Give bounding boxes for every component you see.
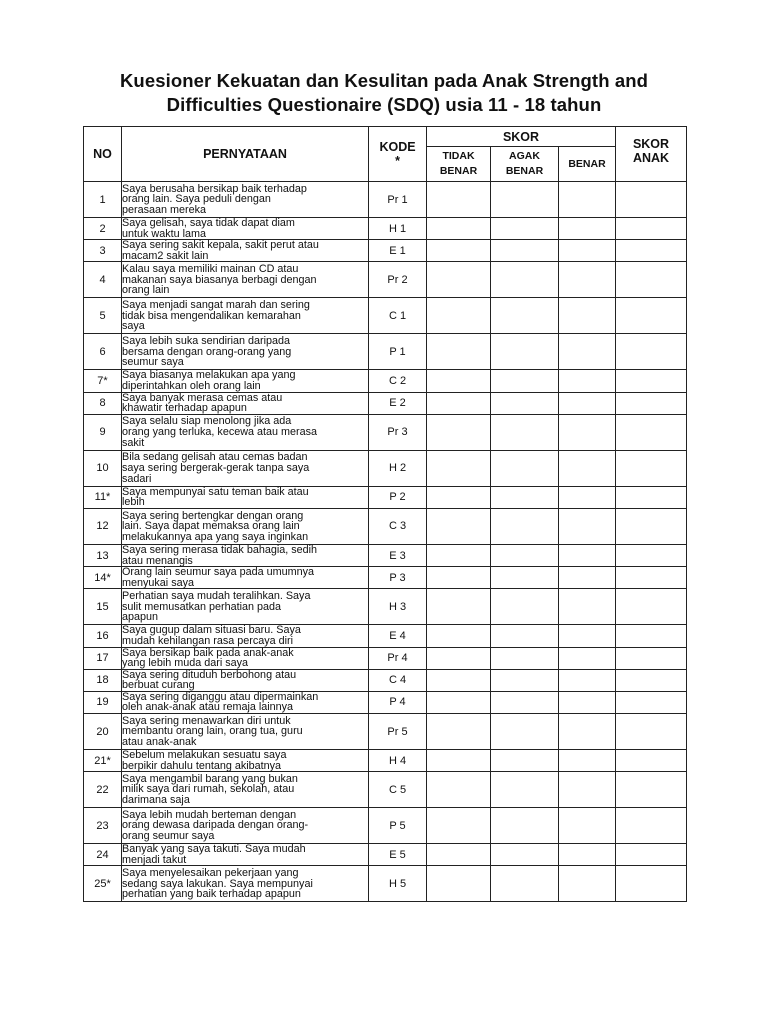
score-agak-benar-cell[interactable] — [491, 414, 559, 450]
score-tidak-benar-cell[interactable] — [427, 370, 491, 392]
row-number: 4 — [84, 262, 122, 298]
table-row — [84, 450, 687, 486]
header-benar: BENAR — [559, 147, 616, 182]
row-number: 15 — [84, 589, 122, 625]
statement-line: bersama dengan orang-orang yang — [122, 345, 292, 358]
statement-line: oleh anak-anak atau remaja lainnya — [122, 701, 294, 714]
statement-line: perasaan mereka — [122, 203, 207, 216]
statement-line: saya sering bergerak-gerak tanpa saya — [122, 461, 310, 474]
row-kode: C 2 — [369, 370, 427, 392]
row-statement — [122, 567, 369, 589]
row-statement — [122, 647, 369, 669]
skor-anak-cell[interactable] — [616, 414, 687, 450]
table-row — [84, 750, 687, 772]
row-kode: C 1 — [369, 298, 427, 334]
score-benar-cell[interactable] — [559, 714, 616, 750]
skor-anak-cell[interactable] — [616, 334, 687, 370]
row-kode: C 5 — [369, 772, 427, 808]
statement-line: melakukannya apa yang saya inginkan — [122, 530, 309, 543]
row-kode: C 4 — [369, 669, 427, 691]
statement-line: seumur saya — [122, 356, 184, 369]
table-row — [84, 544, 687, 566]
score-benar-cell[interactable] — [559, 750, 616, 772]
row-kode: C 3 — [369, 508, 427, 544]
statement-line: Saya lebih mudah berteman dengan — [122, 808, 297, 821]
score-benar-cell[interactable] — [559, 691, 616, 713]
statement-line: orang dewasa daripada dengan orang- — [122, 819, 309, 832]
score-tidak-benar-cell[interactable] — [427, 866, 491, 902]
row-number: 13 — [84, 544, 122, 566]
row-kode: H 2 — [369, 450, 427, 486]
score-tidak-benar-cell[interactable] — [427, 772, 491, 808]
statement-line: lebih — [122, 496, 145, 509]
table-row — [84, 625, 687, 647]
row-statement — [122, 298, 369, 334]
header-tidak-benar-line-2: BENAR — [439, 165, 478, 177]
table-row — [84, 298, 687, 334]
table-row — [84, 240, 687, 262]
statement-line: menjadi takut — [122, 853, 187, 866]
statement-line: Saya sering diganggu atau dipermainkan — [122, 690, 319, 703]
score-benar-cell[interactable] — [559, 334, 616, 370]
row-number: 19 — [84, 691, 122, 713]
score-agak-benar-cell[interactable] — [491, 567, 559, 589]
header-tidak-benar-line-1: TIDAK — [442, 150, 475, 162]
row-statement — [122, 625, 369, 647]
skor-anak-cell[interactable] — [616, 298, 687, 334]
header-agak-benar — [491, 147, 559, 182]
skor-anak-cell[interactable] — [616, 392, 687, 414]
row-number: 23 — [84, 808, 122, 844]
row-number: 3 — [84, 240, 122, 262]
table-row — [84, 589, 687, 625]
statement-line: Saya sering merasa tidak bahagia, sedih — [122, 543, 318, 556]
sdq-questionnaire-table — [83, 126, 687, 902]
score-benar-cell[interactable] — [559, 808, 616, 844]
row-statement — [122, 544, 369, 566]
score-tidak-benar-cell[interactable] — [427, 647, 491, 669]
row-number: 22 — [84, 772, 122, 808]
row-number: 25* — [84, 866, 122, 902]
page-title — [40, 69, 728, 117]
score-agak-benar-cell[interactable] — [491, 262, 559, 298]
statement-line: macam2 sakit lain — [122, 249, 209, 262]
table-row — [84, 218, 687, 240]
statement-line: Saya sering bertengkar dengan orang — [122, 509, 304, 522]
statement-line: Saya sering dituduh berbohong atau — [122, 668, 297, 681]
skor-anak-cell[interactable] — [616, 647, 687, 669]
header-pernyataan: PERNYATAAN — [122, 127, 369, 182]
row-statement — [122, 334, 369, 370]
row-number: 8 — [84, 392, 122, 414]
statement-line: Saya mengambil barang yang bukan — [122, 772, 298, 785]
row-statement — [122, 508, 369, 544]
row-number: 20 — [84, 714, 122, 750]
table-row — [84, 182, 687, 218]
score-tidak-benar-cell[interactable] — [427, 844, 491, 866]
score-agak-benar-cell[interactable] — [491, 334, 559, 370]
header-tidak-benar — [427, 147, 491, 182]
row-kode: Pr 2 — [369, 262, 427, 298]
score-benar-cell[interactable] — [559, 647, 616, 669]
score-benar-cell[interactable] — [559, 772, 616, 808]
row-statement — [122, 218, 369, 240]
row-statement — [122, 866, 369, 902]
score-tidak-benar-cell[interactable] — [427, 218, 491, 240]
row-kode: P 5 — [369, 808, 427, 844]
score-agak-benar-cell[interactable] — [491, 544, 559, 566]
row-statement — [122, 240, 369, 262]
row-statement — [122, 486, 369, 508]
statement-line: khawatir terhadap apapun — [122, 402, 247, 415]
row-number: 11* — [84, 486, 122, 508]
row-number: 5 — [84, 298, 122, 334]
score-agak-benar-cell[interactable] — [491, 392, 559, 414]
skor-anak-cell[interactable] — [616, 625, 687, 647]
row-number: 7* — [84, 370, 122, 392]
statement-line: Saya berusaha bersikap baik terhadap — [122, 182, 307, 195]
score-tidak-benar-cell[interactable] — [427, 262, 491, 298]
score-benar-cell[interactable] — [559, 589, 616, 625]
statement-line: Saya banyak merasa cemas atau — [122, 391, 283, 404]
score-agak-benar-cell[interactable] — [491, 240, 559, 262]
statement-line: Saya gelisah, saya tidak dapat diam — [122, 217, 295, 229]
row-kode: E 5 — [369, 844, 427, 866]
score-benar-cell[interactable] — [559, 450, 616, 486]
score-agak-benar-cell[interactable] — [491, 808, 559, 844]
statement-line: Saya lebih suka sendirian daripada — [122, 334, 291, 347]
score-tidak-benar-cell[interactable] — [427, 240, 491, 262]
score-tidak-benar-cell[interactable] — [427, 567, 491, 589]
table-row — [84, 714, 687, 750]
statement-line: perhatian yang baik terhadap apapun — [122, 888, 301, 901]
row-kode: H 4 — [369, 750, 427, 772]
score-tidak-benar-cell[interactable] — [427, 589, 491, 625]
row-number: 21* — [84, 750, 122, 772]
skor-anak-cell[interactable] — [616, 589, 687, 625]
table-row — [84, 808, 687, 844]
statement-line: Saya bersikap baik pada anak-anak — [122, 646, 294, 659]
skor-anak-cell[interactable] — [616, 182, 687, 218]
statement-line: apapun — [122, 611, 159, 624]
score-benar-cell[interactable] — [559, 298, 616, 334]
score-tidak-benar-cell[interactable] — [427, 808, 491, 844]
sdq-table-body — [84, 182, 687, 902]
header-skor-anak-line-1: SKOR — [632, 137, 670, 151]
header-agak-benar-line-2: BENAR — [505, 165, 544, 177]
skor-anak-cell[interactable] — [616, 714, 687, 750]
row-kode: Pr 4 — [369, 647, 427, 669]
score-tidak-benar-cell[interactable] — [427, 486, 491, 508]
statement-line: Saya sering sakit kepala, sakit perut atau — [122, 239, 319, 252]
score-tidak-benar-cell[interactable] — [427, 450, 491, 486]
statement-line: orang lain. Saya peduli dengan — [122, 193, 271, 206]
statement-line: Saya biasanya melakukan apa yang — [122, 369, 296, 382]
row-statement — [122, 589, 369, 625]
statement-line: Saya menyelesaikan pekerjaan yang — [122, 867, 299, 880]
skor-anak-cell[interactable] — [616, 240, 687, 262]
header-no: NO — [84, 127, 122, 182]
statement-line: orang yang terluka, kecewa atau merasa — [122, 425, 318, 438]
row-kode: E 3 — [369, 544, 427, 566]
statement-line: sedang saya lakukan. Saya mempunyai — [122, 877, 313, 890]
row-number: 10 — [84, 450, 122, 486]
row-number: 18 — [84, 669, 122, 691]
row-kode: Pr 3 — [369, 414, 427, 450]
skor-anak-cell[interactable] — [616, 567, 687, 589]
row-kode: H 1 — [369, 218, 427, 240]
row-statement — [122, 414, 369, 450]
score-benar-cell[interactable] — [559, 508, 616, 544]
statement-line: Banyak yang saya takuti. Saya mudah — [122, 843, 306, 856]
skor-anak-cell[interactable] — [616, 750, 687, 772]
score-tidak-benar-cell[interactable] — [427, 625, 491, 647]
score-tidak-benar-cell[interactable] — [427, 669, 491, 691]
row-kode: E 4 — [369, 625, 427, 647]
score-agak-benar-cell[interactable] — [491, 691, 559, 713]
statement-line: untuk waktu lama — [122, 227, 207, 240]
score-benar-cell[interactable] — [559, 625, 616, 647]
statement-line: sakit — [122, 436, 145, 449]
statement-line: Saya gugup dalam situasi baru. Saya — [122, 624, 301, 637]
row-number: 1 — [84, 182, 122, 218]
score-agak-benar-cell[interactable] — [491, 486, 559, 508]
score-tidak-benar-cell[interactable] — [427, 414, 491, 450]
score-tidak-benar-cell[interactable] — [427, 334, 491, 370]
skor-anak-cell[interactable] — [616, 772, 687, 808]
statement-line: saya — [122, 320, 145, 333]
statement-line: atau menangis — [122, 554, 193, 567]
score-agak-benar-cell[interactable] — [491, 370, 559, 392]
score-tidak-benar-cell[interactable] — [427, 750, 491, 772]
statement-line: membantu orang lain, orang tua, guru — [122, 725, 303, 738]
row-number: 6 — [84, 334, 122, 370]
score-benar-cell[interactable] — [559, 414, 616, 450]
row-number: 17 — [84, 647, 122, 669]
statement-line: sadari — [122, 472, 152, 485]
score-tidak-benar-cell[interactable] — [427, 544, 491, 566]
score-agak-benar-cell[interactable] — [491, 866, 559, 902]
header-skor: SKOR — [427, 127, 616, 147]
statement-line: Saya mempunyai satu teman baik atau — [122, 485, 309, 498]
score-tidak-benar-cell[interactable] — [427, 714, 491, 750]
skor-anak-cell[interactable] — [616, 669, 687, 691]
score-agak-benar-cell[interactable] — [491, 182, 559, 218]
title-line-1: Kuesioner Kekuatan dan Kesulitan pada Anak Strength and — [119, 70, 649, 91]
score-agak-benar-cell[interactable] — [491, 218, 559, 240]
skor-anak-cell[interactable] — [616, 844, 687, 866]
statement-line: yang lebih muda dari saya — [122, 657, 249, 670]
score-agak-benar-cell[interactable] — [491, 844, 559, 866]
statement-line: Orang lain seumur saya pada umumnya — [122, 566, 315, 579]
score-tidak-benar-cell[interactable] — [427, 392, 491, 414]
skor-anak-cell[interactable] — [616, 866, 687, 902]
row-statement — [122, 808, 369, 844]
score-tidak-benar-cell[interactable] — [427, 182, 491, 218]
row-number: 2 — [84, 218, 122, 240]
row-kode: P 1 — [369, 334, 427, 370]
score-tidak-benar-cell[interactable] — [427, 691, 491, 713]
header-agak-benar-line-1: AGAK — [509, 150, 540, 162]
table-row — [84, 508, 687, 544]
score-agak-benar-cell[interactable] — [491, 298, 559, 334]
table-row — [84, 669, 687, 691]
score-benar-cell[interactable] — [559, 240, 616, 262]
row-statement — [122, 392, 369, 414]
score-benar-cell[interactable] — [559, 392, 616, 414]
skor-anak-cell[interactable] — [616, 370, 687, 392]
score-tidak-benar-cell[interactable] — [427, 508, 491, 544]
statement-line: makanan saya biasanya berbagi dengan — [122, 273, 317, 286]
statement-line: Bila sedang gelisah atau cemas badan — [122, 451, 308, 464]
score-benar-cell[interactable] — [559, 669, 616, 691]
row-kode: H 5 — [369, 866, 427, 902]
table-row — [84, 866, 687, 902]
score-agak-benar-cell[interactable] — [491, 772, 559, 808]
header-kode-line-2: * — [395, 154, 400, 168]
row-kode: Pr 1 — [369, 182, 427, 218]
skor-anak-cell[interactable] — [616, 808, 687, 844]
table-row — [84, 486, 687, 508]
statement-line: darimana saja — [122, 794, 190, 807]
statement-line: milik saya dari rumah, sekolah, atau — [122, 783, 295, 796]
statement-line: Kalau saya memiliki mainan CD atau — [122, 262, 299, 275]
statement-line: Saya selalu siap menolong jika ada — [122, 415, 292, 428]
statement-line: Saya sering menawarkan diri untuk — [122, 714, 291, 727]
statement-line: Saya menjadi sangat marah dan sering — [122, 298, 310, 311]
header-skor-anak-line-2: ANAK — [632, 151, 670, 165]
table-row — [84, 844, 687, 866]
score-benar-cell[interactable] — [559, 567, 616, 589]
score-benar-cell[interactable] — [559, 370, 616, 392]
skor-anak-cell[interactable] — [616, 508, 687, 544]
statement-line: berbuat curang — [122, 679, 195, 692]
skor-anak-cell[interactable] — [616, 691, 687, 713]
table-row — [84, 334, 687, 370]
row-kode: H 3 — [369, 589, 427, 625]
table-row — [84, 567, 687, 589]
row-kode: Pr 5 — [369, 714, 427, 750]
row-number: 14* — [84, 567, 122, 589]
skor-anak-cell[interactable] — [616, 544, 687, 566]
score-agak-benar-cell[interactable] — [491, 508, 559, 544]
row-statement — [122, 691, 369, 713]
row-statement — [122, 714, 369, 750]
statement-line: lain. Saya dapat memaksa orang lain — [122, 520, 300, 533]
statement-line: menyukai saya — [122, 576, 195, 589]
table-row — [84, 262, 687, 298]
row-statement — [122, 450, 369, 486]
row-statement — [122, 669, 369, 691]
score-benar-cell[interactable] — [559, 544, 616, 566]
statement-line: orang lain — [122, 284, 170, 297]
score-benar-cell[interactable] — [559, 486, 616, 508]
row-kode: P 3 — [369, 567, 427, 589]
statement-line: diperintahkan oleh orang lain — [122, 379, 261, 392]
score-benar-cell[interactable] — [559, 182, 616, 218]
row-number: 16 — [84, 625, 122, 647]
score-agak-benar-cell[interactable] — [491, 589, 559, 625]
row-kode: E 2 — [369, 392, 427, 414]
statement-line: sulit memusatkan perhatian pada — [122, 600, 282, 613]
score-agak-benar-cell[interactable] — [491, 750, 559, 772]
row-statement — [122, 772, 369, 808]
score-benar-cell[interactable] — [559, 218, 616, 240]
statement-line: berpikir dahulu tentang akibatnya — [122, 759, 282, 772]
row-number: 12 — [84, 508, 122, 544]
statement-line: mudah kehilangan rasa percaya diri — [122, 634, 294, 647]
statement-line: orang seumur saya — [122, 830, 215, 843]
table-row — [84, 691, 687, 713]
table-row — [84, 392, 687, 414]
header-kode-line-1: KODE — [379, 140, 416, 154]
statement-line: atau anak-anak — [122, 735, 197, 748]
skor-anak-cell[interactable] — [616, 262, 687, 298]
score-benar-cell[interactable] — [559, 866, 616, 902]
score-agak-benar-cell[interactable] — [491, 625, 559, 647]
skor-anak-cell[interactable] — [616, 218, 687, 240]
row-statement — [122, 262, 369, 298]
statement-line: Perhatian saya mudah teralihkan. Saya — [122, 589, 311, 602]
skor-anak-cell[interactable] — [616, 450, 687, 486]
row-statement — [122, 182, 369, 218]
header-skor-anak — [616, 127, 687, 182]
table-row — [84, 414, 687, 450]
statement-line: Sebelum melakukan sesuatu saya — [122, 749, 287, 762]
row-number: 9 — [84, 414, 122, 450]
table-row — [84, 647, 687, 669]
statement-line: tidak bisa mengendalikan kemarahan — [122, 309, 301, 322]
score-benar-cell[interactable] — [559, 262, 616, 298]
score-benar-cell[interactable] — [559, 844, 616, 866]
score-agak-benar-cell[interactable] — [491, 714, 559, 750]
table-row — [84, 772, 687, 808]
header-kode — [369, 127, 427, 182]
row-kode: P 2 — [369, 486, 427, 508]
row-statement — [122, 844, 369, 866]
table-row — [84, 370, 687, 392]
row-kode: P 4 — [369, 691, 427, 713]
score-tidak-benar-cell[interactable] — [427, 298, 491, 334]
title-line-2: Difficulties Questionaire (SDQ) usia 11 - 18 tahun — [166, 94, 602, 115]
row-kode: E 1 — [369, 240, 427, 262]
score-agak-benar-cell[interactable] — [491, 669, 559, 691]
score-agak-benar-cell[interactable] — [491, 450, 559, 486]
row-statement — [122, 750, 369, 772]
skor-anak-cell[interactable] — [616, 486, 687, 508]
row-statement — [122, 370, 369, 392]
score-agak-benar-cell[interactable] — [491, 647, 559, 669]
row-number: 24 — [84, 844, 122, 866]
